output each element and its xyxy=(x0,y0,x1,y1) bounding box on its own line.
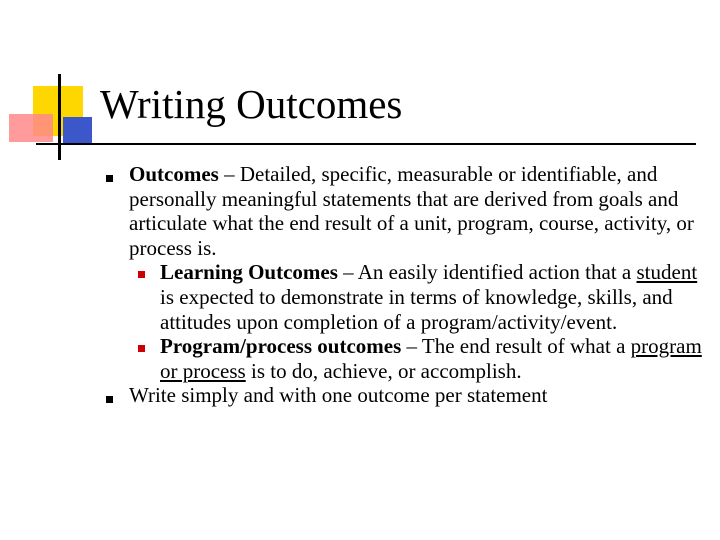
write-simply-text: Write simply and with one outcome per statement xyxy=(129,383,548,408)
square-bullet-icon xyxy=(138,345,145,352)
definition-text: An easily identified action that a xyxy=(357,260,637,285)
decorative-blue-square xyxy=(63,117,92,143)
decorative-pink-bar xyxy=(9,114,53,142)
definition-text: is to do, achieve, or accomplish. xyxy=(245,358,522,383)
decorative-vertical-line xyxy=(58,74,61,160)
term-program-process-outcomes: Program/process outcomes xyxy=(160,334,402,359)
underlined-student: student xyxy=(636,260,698,285)
term-learning-outcomes: Learning Outcomes xyxy=(160,260,338,285)
slide-body xyxy=(100,162,710,408)
square-bullet-icon xyxy=(106,175,113,182)
square-bullet-icon xyxy=(138,271,145,278)
sub-bullet-learning-outcomes xyxy=(100,260,710,334)
bullet-item-write-simply xyxy=(100,383,710,408)
bullet-item-outcomes xyxy=(100,162,710,383)
definition-text: is expected to demonstrate in terms of knowledge, skills, and attitudes upon completion of a program/activity/event. xyxy=(160,284,673,334)
term-dash: – xyxy=(218,162,240,186)
definition-text: The end result of what a xyxy=(421,334,631,359)
definition-outcomes: Detailed, specific, measurable or identifiable, and personally meaningful statements that are derived from goals and articulate what the end result of a unit, program, course, activity, or process is. xyxy=(129,162,694,260)
title-underline-rule xyxy=(36,143,696,145)
slide-title: Writing Outcomes xyxy=(100,81,403,127)
underlined-program-or-process: program or process xyxy=(160,334,702,383)
square-bullet-icon xyxy=(106,396,113,403)
term-outcomes: Outcomes xyxy=(129,162,219,186)
sub-bullet-program-outcomes xyxy=(100,334,710,383)
term-dash: – xyxy=(401,334,422,359)
term-dash: – xyxy=(337,260,358,285)
